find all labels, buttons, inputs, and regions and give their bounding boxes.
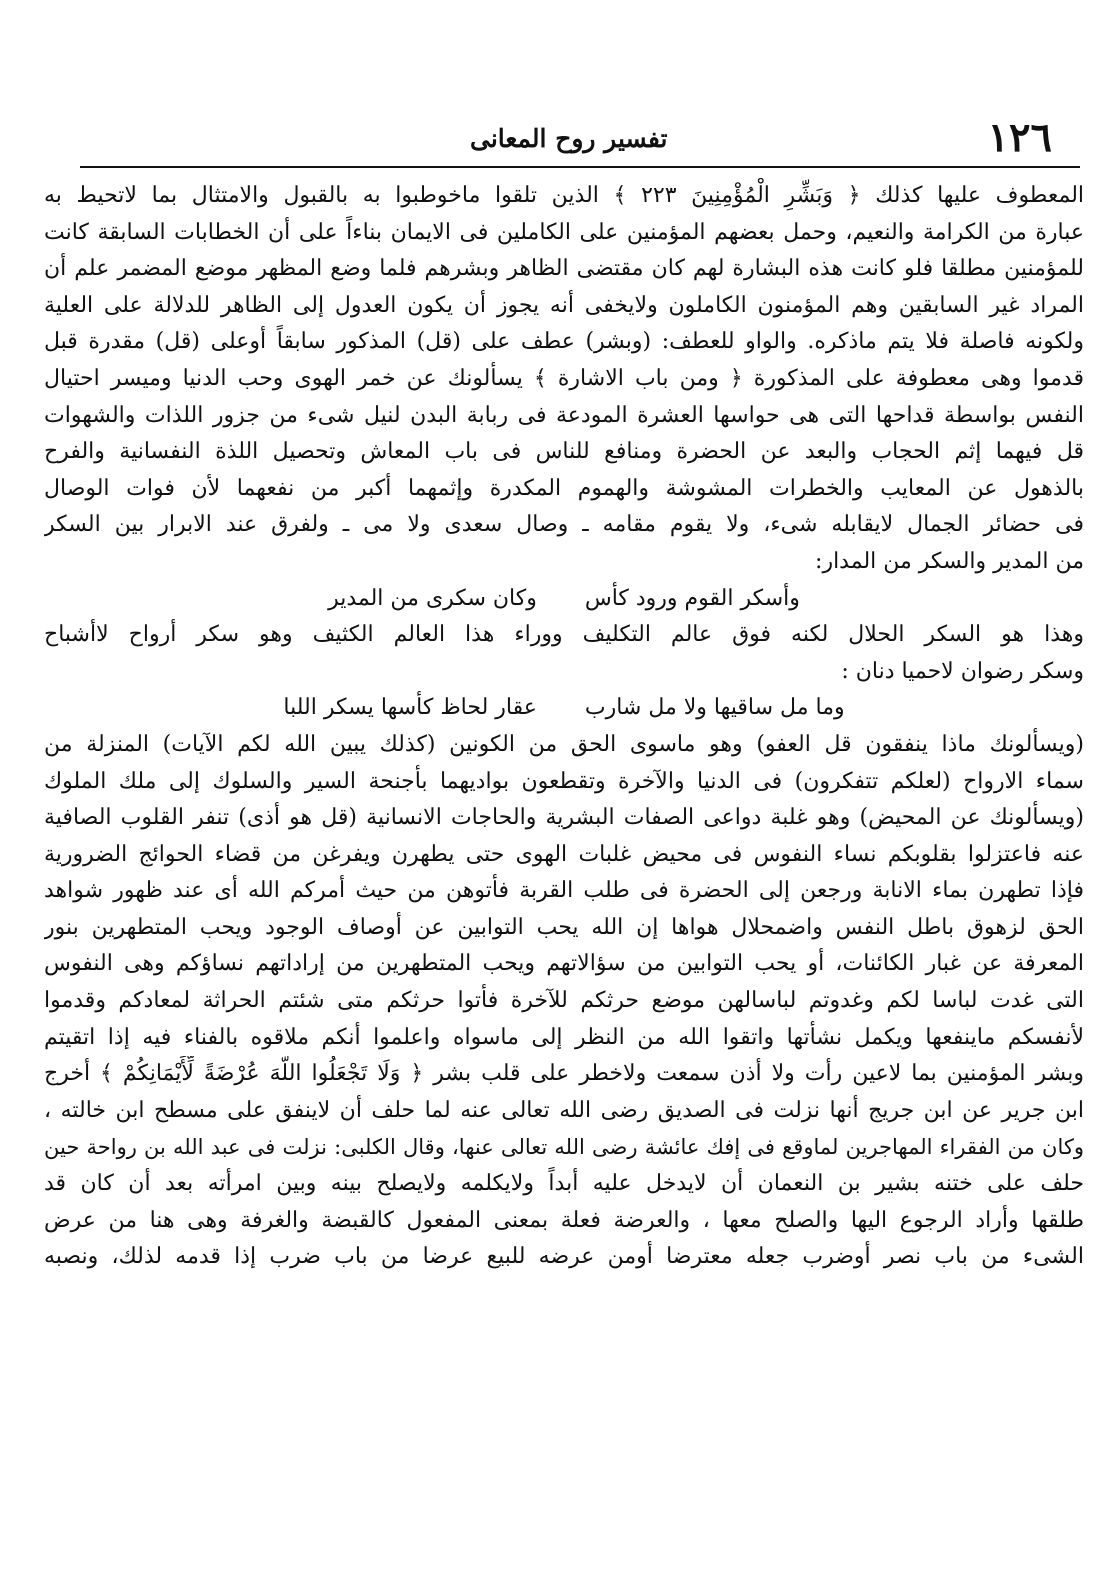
text-line: المعرفة عن غبار الكائنات، أو يحب التوابين من سؤالاتهم ويحب المتطهرين من إراداتهم نساؤكم وهى النفوس bbox=[44, 951, 1084, 977]
text-line: وكان من الفقراء المهاجرين لماوقع فى إفك عائشة رضى الله تعالى عنها، وقال الكلبى: نزلت فى عبد الله بن رواحة حين bbox=[44, 1135, 1084, 1160]
text-line: فى حضائر الجمال لايقابله شىء، ولا يقوم مقامه ـ وصال سعدى ولا مى ـ ولفرق عند الابرار بين السكر bbox=[44, 512, 1084, 538]
text-line: طلقها وأراد الرجوع اليها والصلح معها ، والعرضة فعلة بمعنى المفعول كالقبضة والغرفة وهى هنا من عرض bbox=[44, 1207, 1084, 1233]
text-line: حلف على ختنه بشير بن النعمان أن لايدخل عليه أبداً ولايكلمه ولايصلح بينه وبين امرأته بعد أن كان قد bbox=[44, 1171, 1084, 1197]
text-line: سماء الارواح (لعلكم تتفكرون) فى الدنيا والآخرة وتقطعون بواديهما بأجنحة السير والسلوك إلى ملك الملوك bbox=[44, 768, 1084, 794]
poetry-verse bbox=[44, 690, 1084, 727]
verse-second-hemistich: عقار لحاظ كأسها يسكر اللبا bbox=[283, 695, 537, 721]
text-line: للمؤمنين مطلقا فلو كانت هذه البشارة لهم كان مقتضى الظاهر وبشرهم فلما وضع المظهر موضع المضمر علم أن bbox=[44, 256, 1084, 282]
text-line: الشىء من باب نصر أوضرب جعله معترضا أومن عرضه للبيع عرضا من باب ضرب إذا قدمه لذلك، ونصبه bbox=[44, 1244, 1084, 1270]
text-line: وبشر المؤمنين بما لاعين رأت ولا أذن سمعت ولاخطر على قلب بشر ﴿ وَلَا تَجْعَلُوا اللَّهَ عُرْضَةً لِّأَيْمَانِكُمْ ﴾ أخرج bbox=[44, 1061, 1084, 1087]
poetry-verse bbox=[44, 581, 1084, 618]
text-line: عنه فاعتزلوا بقلوبكم نساء النفوس فى محيض غلبات الهوى حتى يطهرن ويفرغن من قضاء الحوائج الضرورية bbox=[44, 841, 1084, 867]
text-line: ولكونه فاصلة فلا يتم ماذكره. والواو للعطف: (وبشر) عطف على (قل) المذكور سابقاً أوعلى (قل) مقدرة قبل bbox=[44, 329, 1084, 355]
text-line: قدموا وهى معطوفة على المذكورة ﴿ ومن باب الاشارة ﴾ يسألونك عن خمر الهوى وحب الدنيا وميسر احتيال bbox=[44, 365, 1084, 391]
text-line: عبارة من الكرامة والنعيم، وحمل بعضهم المؤمنين على الكاملين فى الايمان بناءاً على أن الخطابات السابقة كانت bbox=[44, 219, 1084, 245]
text-line: وهذا هو السكر الحلال لكنه فوق عالم التكليف ووراء هذا العالم الكثيف وهو سكر أرواح لاأشباح bbox=[44, 622, 1084, 648]
commentary-text bbox=[44, 178, 1084, 1276]
text-line: الحق لزهوق باطل النفس واضمحلال هواها إن الله يحب التوابين عن أوصاف الوجود ويحب المتطهرين بنور bbox=[44, 914, 1084, 940]
text-line: لأنفسكم ماينفعها ويكمل نشأتها واتقوا الله من النظر إلى ماسواه واعلموا أنكم ملاقوه بالفناء فيه إذا اتقيتم bbox=[44, 1024, 1084, 1050]
running-title: تفسير روح المعانى bbox=[470, 124, 668, 153]
verse-first-hemistich: وما مل ساقيها ولا مل شارب bbox=[584, 695, 845, 721]
page-number: ١٢٦ bbox=[987, 114, 1052, 161]
text-line: النفس بواسطة قداحها التى هى حواسها العشرة المودعة فى ربابة البدن لنيل شىء من جزور اللذات والشهوات bbox=[44, 402, 1084, 428]
text-line: المعطوف عليها كذلك ﴿ وَبَشِّرِ الْمُؤْمِنِينَ ٢٢٣ ﴾ الذين تلقوا ماخوطبوا به بالقبول والامتثال بما لاتحيط به bbox=[44, 183, 1084, 208]
text-line: المراد غير السابقين وهم المؤمنون الكاملون ولايخفى أنه يجوز أن يكون العدول إلى الظاهر للدلالة على العلية bbox=[44, 292, 1084, 318]
text-line: من المدير والسكر من المدار: bbox=[815, 548, 1084, 574]
verse-first-hemistich: وأسكر القوم ورود كأس bbox=[584, 585, 800, 611]
text-line: ابن جرير عن ابن جريج أنها نزلت فى الصديق رضى الله تعالى عنه لما حلف أن لاينفق على مسطح ابن خالته ، bbox=[44, 1097, 1084, 1123]
page-header bbox=[80, 112, 1080, 170]
text-line: التى غدت لباسا لكم وغدوتم لباسالهن موضع حرثكم للآخرة فأتوا حرثكم متى شئتم الحراثة لمعادكم وقدموا bbox=[44, 988, 1084, 1014]
text-line: فإذا تطهرن بماء الانابة ورجعن إلى الحضرة فى طلب القربة فأتوهن من حيث أمركم الله أى عند ظهور شواهد bbox=[44, 878, 1084, 904]
text-line: (ويسألونك عن المحيض) وهو غلبة دواعى الصفات البشرية والحاجات الانسانية (قل هو أذى) تنفر القلوب الصافية bbox=[44, 805, 1084, 831]
text-line: وسكر رضوان لاحميا دنان : bbox=[841, 658, 1084, 684]
header-divider bbox=[80, 166, 1080, 168]
verse-second-hemistich: وكان سكرى من المدير bbox=[328, 585, 537, 611]
text-line: بالذهول عن المعايب والخطرات المشوشة والهموم المكدرة وإثمهما أكبر من نفعهما لأن فوات الوصال bbox=[44, 475, 1084, 501]
text-line: (ويسألونك ماذا ينفقون قل العفو) وهو ماسوى الحق من الكونين (كذلك يبين الله لكم الآيات) المنزلة من bbox=[44, 731, 1084, 757]
text-line: قل فيهما إثم الحجاب والبعد عن الحضرة ومنافع للناس فى باب المعاش وتحصيل اللذة النفسانية والفرح bbox=[44, 439, 1084, 465]
